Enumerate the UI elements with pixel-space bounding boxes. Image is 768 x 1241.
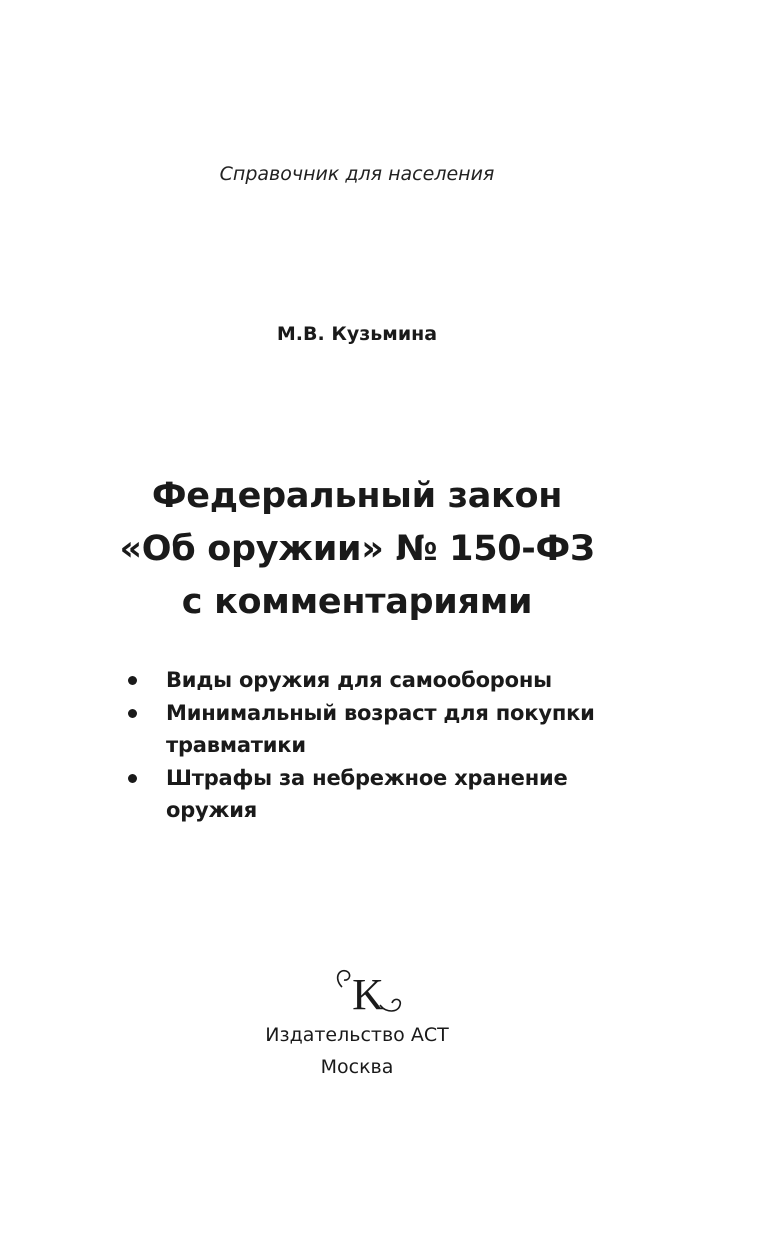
feature-text: Минимальный возраст для покупки травматики bbox=[166, 700, 595, 757]
feature-list-item bbox=[128, 762, 608, 827]
feature-text: Виды оружия для самообороны bbox=[166, 668, 552, 692]
feature-list bbox=[128, 664, 608, 827]
author-name: М.В. Кузьмина bbox=[276, 323, 438, 345]
publisher-name: Издательство АСТ bbox=[265, 1024, 449, 1046]
book-title-line-1: Федеральный закон bbox=[151, 476, 563, 516]
bullet-icon bbox=[128, 676, 137, 685]
book-title-line-3: с комментариями bbox=[181, 582, 533, 622]
publisher-monogram-icon bbox=[328, 965, 408, 1021]
series-name: Справочник для населения bbox=[219, 163, 495, 185]
book-title bbox=[0, 470, 714, 629]
bullet-icon bbox=[128, 709, 137, 718]
logo-letter: K bbox=[352, 970, 384, 1019]
feature-list-item bbox=[128, 664, 608, 697]
feature-text: Штрафы за небрежное хранение оружия bbox=[166, 765, 568, 822]
feature-list-item bbox=[128, 697, 608, 762]
book-title-line-2: «Об оружии» № 150-ФЗ bbox=[119, 529, 595, 569]
bullet-icon bbox=[128, 774, 137, 783]
publisher-city: Москва bbox=[320, 1056, 394, 1078]
